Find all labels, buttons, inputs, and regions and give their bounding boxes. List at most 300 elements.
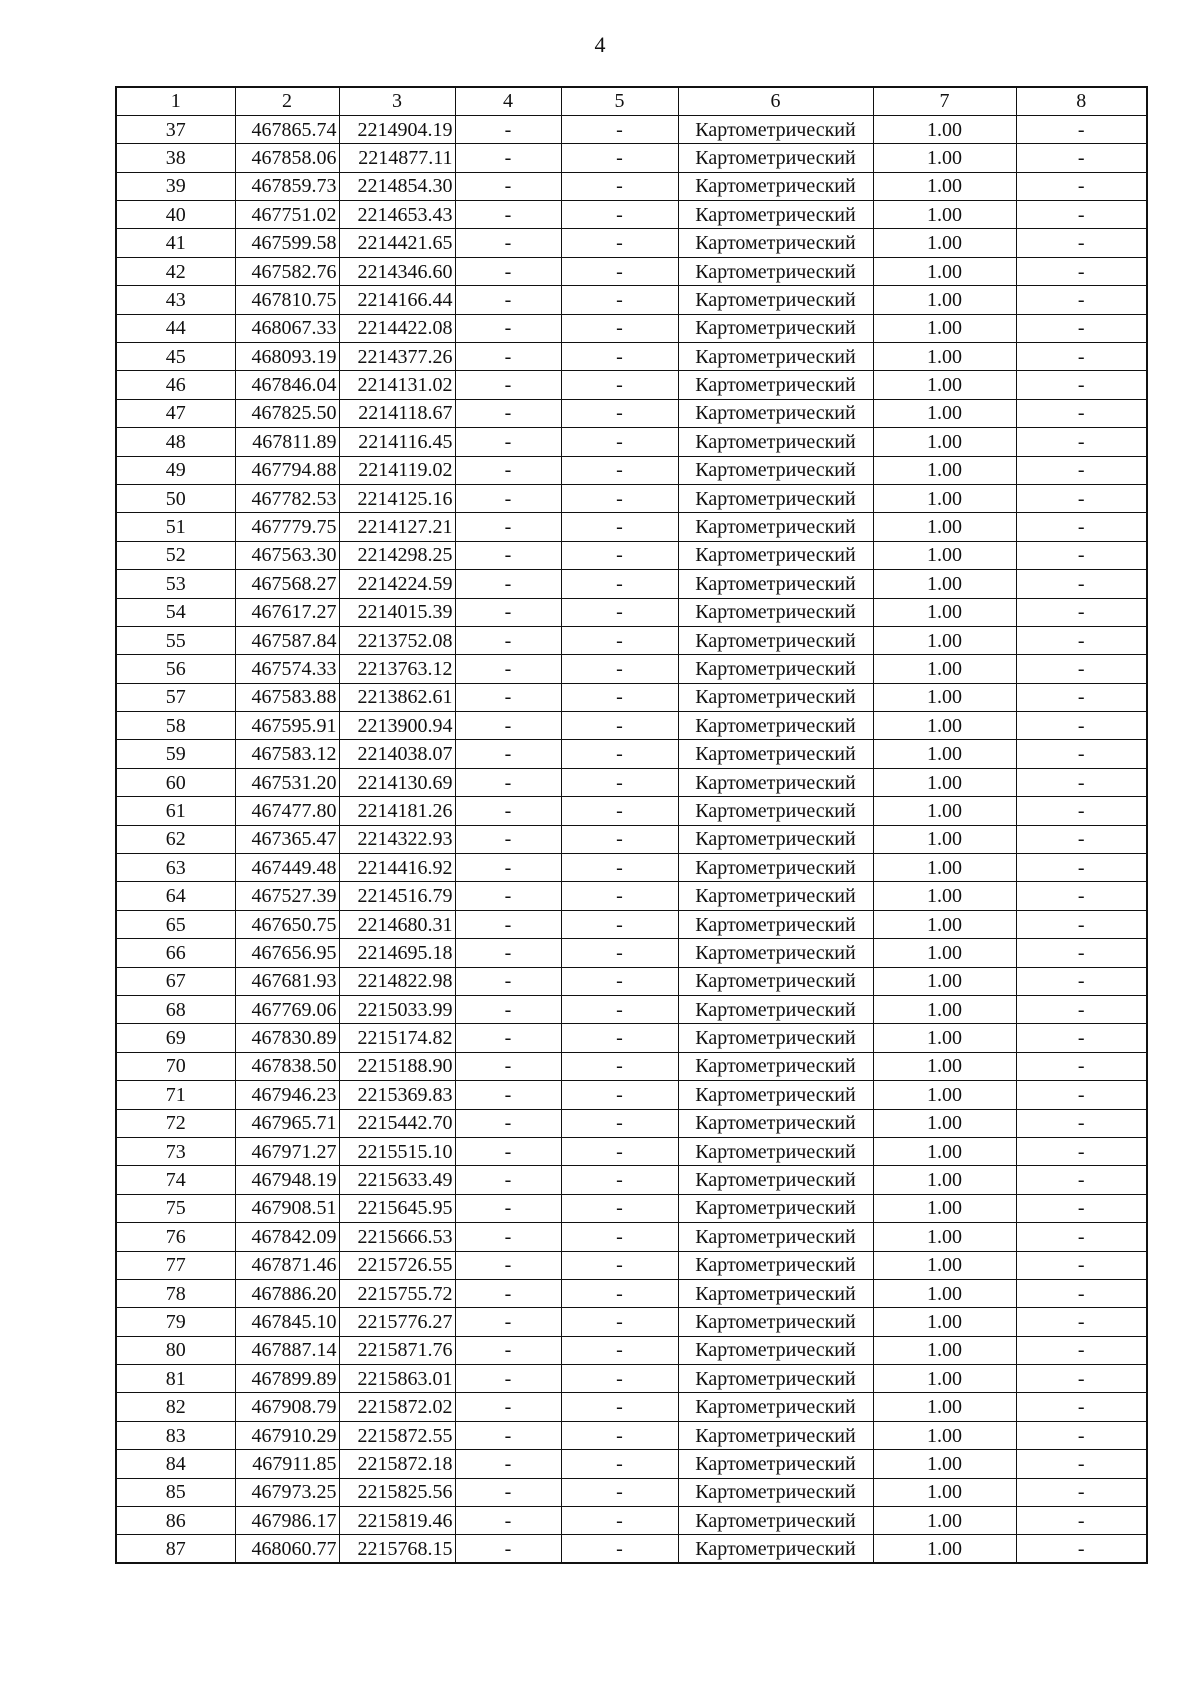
cell-method: Картометрический — [678, 428, 873, 456]
cell-method: Картометрический — [678, 797, 873, 825]
cell-accuracy: 1.00 — [873, 740, 1016, 768]
cell-point-number: 59 — [116, 740, 235, 768]
cell-accuracy: 1.00 — [873, 1081, 1016, 1109]
cell-y-coordinate: 2215188.90 — [339, 1052, 455, 1080]
cell-x-coordinate: 468093.19 — [235, 343, 339, 371]
cell-point-number: 44 — [116, 314, 235, 342]
cell-col-4: - — [455, 286, 561, 314]
cell-accuracy: 1.00 — [873, 286, 1016, 314]
cell-method: Картометрический — [678, 598, 873, 626]
cell-col-5: - — [561, 1450, 678, 1478]
cell-col-4: - — [455, 144, 561, 172]
cell-col-4: - — [455, 683, 561, 711]
coordinates-table — [115, 86, 1148, 1564]
cell-x-coordinate: 467910.29 — [235, 1421, 339, 1449]
cell-x-coordinate: 467886.20 — [235, 1279, 339, 1307]
cell-x-coordinate: 467838.50 — [235, 1052, 339, 1080]
cell-col-4: - — [455, 1251, 561, 1279]
cell-point-number: 71 — [116, 1081, 235, 1109]
cell-col-4: - — [455, 513, 561, 541]
cell-method: Картометрический — [678, 1308, 873, 1336]
cell-col-8: - — [1016, 1478, 1147, 1506]
cell-x-coordinate: 467859.73 — [235, 172, 339, 200]
cell-col-4: - — [455, 1535, 561, 1563]
column-header-col-4: 4 — [455, 87, 561, 115]
table-row — [116, 825, 1147, 853]
cell-method: Картометрический — [678, 1279, 873, 1307]
cell-x-coordinate: 467656.95 — [235, 939, 339, 967]
cell-col-5: - — [561, 683, 678, 711]
cell-accuracy: 1.00 — [873, 1251, 1016, 1279]
table-row — [116, 456, 1147, 484]
table-row — [116, 655, 1147, 683]
cell-point-number: 77 — [116, 1251, 235, 1279]
cell-accuracy: 1.00 — [873, 144, 1016, 172]
cell-col-4: - — [455, 655, 561, 683]
cell-x-coordinate: 467574.33 — [235, 655, 339, 683]
cell-y-coordinate: 2214653.43 — [339, 201, 455, 229]
cell-col-4: - — [455, 456, 561, 484]
cell-accuracy: 1.00 — [873, 1109, 1016, 1137]
cell-col-4: - — [455, 1166, 561, 1194]
cell-point-number: 87 — [116, 1535, 235, 1563]
cell-point-number: 37 — [116, 115, 235, 143]
cell-x-coordinate: 467887.14 — [235, 1336, 339, 1364]
cell-col-5: - — [561, 655, 678, 683]
cell-accuracy: 1.00 — [873, 967, 1016, 995]
cell-method: Картометрический — [678, 683, 873, 711]
cell-x-coordinate: 467973.25 — [235, 1478, 339, 1506]
cell-method: Картометрический — [678, 854, 873, 882]
cell-col-8: - — [1016, 626, 1147, 654]
cell-col-8: - — [1016, 1393, 1147, 1421]
cell-col-5: - — [561, 115, 678, 143]
cell-col-4: - — [455, 825, 561, 853]
cell-x-coordinate: 467617.27 — [235, 598, 339, 626]
cell-y-coordinate: 2214377.26 — [339, 343, 455, 371]
cell-y-coordinate: 2213900.94 — [339, 712, 455, 740]
cell-x-coordinate: 467595.91 — [235, 712, 339, 740]
cell-y-coordinate: 2214166.44 — [339, 286, 455, 314]
cell-accuracy: 1.00 — [873, 1450, 1016, 1478]
cell-col-5: - — [561, 257, 678, 285]
cell-x-coordinate: 467948.19 — [235, 1166, 339, 1194]
cell-method: Картометрический — [678, 1365, 873, 1393]
cell-col-5: - — [561, 1137, 678, 1165]
table-row — [116, 201, 1147, 229]
cell-col-4: - — [455, 1393, 561, 1421]
cell-col-4: - — [455, 1365, 561, 1393]
cell-col-8: - — [1016, 1365, 1147, 1393]
cell-col-8: - — [1016, 967, 1147, 995]
cell-x-coordinate: 467563.30 — [235, 541, 339, 569]
cell-y-coordinate: 2215871.76 — [339, 1336, 455, 1364]
table-row — [116, 939, 1147, 967]
cell-col-4: - — [455, 1308, 561, 1336]
cell-col-4: - — [455, 1450, 561, 1478]
cell-col-5: - — [561, 201, 678, 229]
table-row — [116, 286, 1147, 314]
table-row — [116, 882, 1147, 910]
cell-accuracy: 1.00 — [873, 1421, 1016, 1449]
cell-col-8: - — [1016, 513, 1147, 541]
cell-col-4: - — [455, 967, 561, 995]
table-row — [116, 570, 1147, 598]
table-row — [116, 1109, 1147, 1137]
cell-y-coordinate: 2213763.12 — [339, 655, 455, 683]
cell-method: Картометрический — [678, 399, 873, 427]
cell-accuracy: 1.00 — [873, 1308, 1016, 1336]
cell-y-coordinate: 2215666.53 — [339, 1223, 455, 1251]
cell-method: Картометрический — [678, 257, 873, 285]
cell-accuracy: 1.00 — [873, 1365, 1016, 1393]
cell-method: Картометрический — [678, 343, 873, 371]
cell-y-coordinate: 2214224.59 — [339, 570, 455, 598]
cell-y-coordinate: 2214680.31 — [339, 910, 455, 938]
cell-method: Картометрический — [678, 882, 873, 910]
cell-method: Картометрический — [678, 1336, 873, 1364]
cell-x-coordinate: 467531.20 — [235, 768, 339, 796]
cell-y-coordinate: 2213752.08 — [339, 626, 455, 654]
cell-col-5: - — [561, 1052, 678, 1080]
cell-col-8: - — [1016, 484, 1147, 512]
cell-x-coordinate: 467971.27 — [235, 1137, 339, 1165]
cell-col-5: - — [561, 144, 678, 172]
cell-col-5: - — [561, 484, 678, 512]
cell-col-8: - — [1016, 882, 1147, 910]
cell-point-number: 65 — [116, 910, 235, 938]
cell-method: Картометрический — [678, 1052, 873, 1080]
cell-col-4: - — [455, 797, 561, 825]
cell-y-coordinate: 2214116.45 — [339, 428, 455, 456]
cell-accuracy: 1.00 — [873, 683, 1016, 711]
cell-point-number: 69 — [116, 1024, 235, 1052]
cell-method: Картометрический — [678, 456, 873, 484]
cell-y-coordinate: 2213862.61 — [339, 683, 455, 711]
table-row — [116, 1024, 1147, 1052]
cell-y-coordinate: 2215033.99 — [339, 996, 455, 1024]
table-row — [116, 541, 1147, 569]
table-row — [116, 683, 1147, 711]
cell-col-8: - — [1016, 1450, 1147, 1478]
cell-y-coordinate: 2214516.79 — [339, 882, 455, 910]
cell-x-coordinate: 467871.46 — [235, 1251, 339, 1279]
cell-col-4: - — [455, 598, 561, 626]
cell-accuracy: 1.00 — [873, 456, 1016, 484]
cell-col-4: - — [455, 768, 561, 796]
cell-y-coordinate: 2215755.72 — [339, 1279, 455, 1307]
cell-y-coordinate: 2214877.11 — [339, 144, 455, 172]
table-row — [116, 1365, 1147, 1393]
table-row — [116, 371, 1147, 399]
cell-y-coordinate: 2215633.49 — [339, 1166, 455, 1194]
cell-x-coordinate: 467779.75 — [235, 513, 339, 541]
cell-accuracy: 1.00 — [873, 570, 1016, 598]
cell-y-coordinate: 2214127.21 — [339, 513, 455, 541]
cell-y-coordinate: 2215174.82 — [339, 1024, 455, 1052]
cell-y-coordinate: 2215645.95 — [339, 1194, 455, 1222]
cell-col-5: - — [561, 456, 678, 484]
cell-col-8: - — [1016, 598, 1147, 626]
cell-col-5: - — [561, 1478, 678, 1506]
cell-col-5: - — [561, 1194, 678, 1222]
cell-point-number: 66 — [116, 939, 235, 967]
cell-accuracy: 1.00 — [873, 172, 1016, 200]
cell-col-4: - — [455, 939, 561, 967]
cell-col-4: - — [455, 1507, 561, 1535]
cell-method: Картометрический — [678, 371, 873, 399]
cell-col-8: - — [1016, 1421, 1147, 1449]
cell-col-5: - — [561, 939, 678, 967]
cell-accuracy: 1.00 — [873, 768, 1016, 796]
cell-method: Картометрический — [678, 1450, 873, 1478]
cell-point-number: 61 — [116, 797, 235, 825]
cell-accuracy: 1.00 — [873, 1393, 1016, 1421]
table-row — [116, 768, 1147, 796]
cell-col-8: - — [1016, 570, 1147, 598]
table-row — [116, 484, 1147, 512]
table-row — [116, 314, 1147, 342]
cell-col-5: - — [561, 598, 678, 626]
cell-y-coordinate: 2214695.18 — [339, 939, 455, 967]
cell-col-8: - — [1016, 1507, 1147, 1535]
cell-col-4: - — [455, 343, 561, 371]
cell-method: Картометрический — [678, 712, 873, 740]
column-header-accuracy: 7 — [873, 87, 1016, 115]
cell-accuracy: 1.00 — [873, 1279, 1016, 1307]
table-row — [116, 1308, 1147, 1336]
cell-point-number: 52 — [116, 541, 235, 569]
cell-x-coordinate: 467587.84 — [235, 626, 339, 654]
cell-x-coordinate: 467477.80 — [235, 797, 339, 825]
cell-col-5: - — [561, 1507, 678, 1535]
cell-x-coordinate: 467908.79 — [235, 1393, 339, 1421]
cell-col-8: - — [1016, 343, 1147, 371]
cell-method: Картометрический — [678, 1535, 873, 1563]
cell-col-4: - — [455, 1024, 561, 1052]
cell-col-5: - — [561, 882, 678, 910]
cell-accuracy: 1.00 — [873, 882, 1016, 910]
cell-accuracy: 1.00 — [873, 1137, 1016, 1165]
table-row — [116, 1450, 1147, 1478]
cell-y-coordinate: 2215442.70 — [339, 1109, 455, 1137]
table-row — [116, 172, 1147, 200]
cell-col-8: - — [1016, 456, 1147, 484]
cell-method: Картометрический — [678, 513, 873, 541]
cell-col-8: - — [1016, 1308, 1147, 1336]
table-row — [116, 1336, 1147, 1364]
cell-x-coordinate: 467858.06 — [235, 144, 339, 172]
cell-point-number: 40 — [116, 201, 235, 229]
cell-accuracy: 1.00 — [873, 1507, 1016, 1535]
cell-accuracy: 1.00 — [873, 655, 1016, 683]
cell-point-number: 82 — [116, 1393, 235, 1421]
cell-col-8: - — [1016, 1137, 1147, 1165]
cell-method: Картометрический — [678, 825, 873, 853]
cell-col-5: - — [561, 1109, 678, 1137]
page-number: 4 — [594, 32, 606, 57]
cell-x-coordinate: 468067.33 — [235, 314, 339, 342]
cell-y-coordinate: 2215863.01 — [339, 1365, 455, 1393]
cell-col-4: - — [455, 399, 561, 427]
cell-x-coordinate: 467583.12 — [235, 740, 339, 768]
cell-col-4: - — [455, 371, 561, 399]
cell-col-8: - — [1016, 144, 1147, 172]
cell-col-4: - — [455, 626, 561, 654]
cell-point-number: 63 — [116, 854, 235, 882]
cell-method: Картометрический — [678, 314, 873, 342]
cell-col-4: - — [455, 115, 561, 143]
cell-col-5: - — [561, 399, 678, 427]
table-row — [116, 1421, 1147, 1449]
cell-accuracy: 1.00 — [873, 541, 1016, 569]
cell-col-4: - — [455, 201, 561, 229]
cell-point-number: 54 — [116, 598, 235, 626]
cell-x-coordinate: 467946.23 — [235, 1081, 339, 1109]
table-row — [116, 1137, 1147, 1165]
header-row — [116, 87, 1147, 115]
cell-col-8: - — [1016, 201, 1147, 229]
cell-col-8: - — [1016, 683, 1147, 711]
cell-method: Картометрический — [678, 967, 873, 995]
cell-x-coordinate: 467599.58 — [235, 229, 339, 257]
table-row — [116, 910, 1147, 938]
cell-y-coordinate: 2214854.30 — [339, 172, 455, 200]
cell-x-coordinate: 467825.50 — [235, 399, 339, 427]
cell-accuracy: 1.00 — [873, 1336, 1016, 1364]
cell-point-number: 46 — [116, 371, 235, 399]
cell-x-coordinate: 467845.10 — [235, 1308, 339, 1336]
cell-col-4: - — [455, 1052, 561, 1080]
cell-method: Картометрический — [678, 655, 873, 683]
cell-point-number: 50 — [116, 484, 235, 512]
cell-col-5: - — [561, 371, 678, 399]
cell-point-number: 49 — [116, 456, 235, 484]
cell-accuracy: 1.00 — [873, 1535, 1016, 1563]
cell-col-5: - — [561, 768, 678, 796]
cell-col-8: - — [1016, 825, 1147, 853]
cell-point-number: 75 — [116, 1194, 235, 1222]
cell-col-8: - — [1016, 1024, 1147, 1052]
cell-y-coordinate: 2215825.56 — [339, 1478, 455, 1506]
cell-method: Картометрический — [678, 144, 873, 172]
cell-x-coordinate: 467846.04 — [235, 371, 339, 399]
cell-y-coordinate: 2214416.92 — [339, 854, 455, 882]
cell-col-5: - — [561, 172, 678, 200]
cell-col-4: - — [455, 1137, 561, 1165]
cell-y-coordinate: 2215369.83 — [339, 1081, 455, 1109]
table-row — [116, 144, 1147, 172]
cell-col-8: - — [1016, 1081, 1147, 1109]
cell-col-5: - — [561, 1024, 678, 1052]
cell-x-coordinate: 467811.89 — [235, 428, 339, 456]
cell-method: Картометрический — [678, 229, 873, 257]
cell-point-number: 57 — [116, 683, 235, 711]
cell-col-5: - — [561, 428, 678, 456]
cell-y-coordinate: 2215872.02 — [339, 1393, 455, 1421]
cell-x-coordinate: 468060.77 — [235, 1535, 339, 1563]
cell-point-number: 78 — [116, 1279, 235, 1307]
cell-method: Картометрический — [678, 1137, 873, 1165]
cell-method: Картометрический — [678, 1478, 873, 1506]
cell-col-8: - — [1016, 1279, 1147, 1307]
cell-x-coordinate: 467582.76 — [235, 257, 339, 285]
cell-x-coordinate: 467650.75 — [235, 910, 339, 938]
cell-col-8: - — [1016, 1251, 1147, 1279]
cell-x-coordinate: 467449.48 — [235, 854, 339, 882]
cell-col-8: - — [1016, 1223, 1147, 1251]
cell-col-8: - — [1016, 740, 1147, 768]
cell-method: Картометрический — [678, 1507, 873, 1535]
cell-col-5: - — [561, 825, 678, 853]
cell-col-4: - — [455, 910, 561, 938]
cell-x-coordinate: 467527.39 — [235, 882, 339, 910]
cell-col-8: - — [1016, 229, 1147, 257]
column-header-x-coordinate: 2 — [235, 87, 339, 115]
table-row — [116, 343, 1147, 371]
cell-accuracy: 1.00 — [873, 712, 1016, 740]
cell-x-coordinate: 467769.06 — [235, 996, 339, 1024]
cell-method: Картометрический — [678, 939, 873, 967]
cell-y-coordinate: 2214119.02 — [339, 456, 455, 484]
cell-accuracy: 1.00 — [873, 314, 1016, 342]
cell-y-coordinate: 2215768.15 — [339, 1535, 455, 1563]
table-row — [116, 1279, 1147, 1307]
cell-point-number: 76 — [116, 1223, 235, 1251]
cell-point-number: 45 — [116, 343, 235, 371]
cell-method: Картометрический — [678, 1081, 873, 1109]
cell-point-number: 68 — [116, 996, 235, 1024]
cell-col-5: - — [561, 967, 678, 995]
cell-col-8: - — [1016, 1535, 1147, 1563]
cell-col-5: - — [561, 1535, 678, 1563]
cell-point-number: 38 — [116, 144, 235, 172]
cell-col-8: - — [1016, 854, 1147, 882]
cell-accuracy: 1.00 — [873, 1223, 1016, 1251]
table-row — [116, 1223, 1147, 1251]
cell-y-coordinate: 2215726.55 — [339, 1251, 455, 1279]
cell-y-coordinate: 2214322.93 — [339, 825, 455, 853]
cell-col-5: - — [561, 229, 678, 257]
cell-col-8: - — [1016, 655, 1147, 683]
cell-y-coordinate: 2214181.26 — [339, 797, 455, 825]
cell-col-4: - — [455, 484, 561, 512]
cell-point-number: 64 — [116, 882, 235, 910]
cell-point-number: 58 — [116, 712, 235, 740]
cell-point-number: 62 — [116, 825, 235, 853]
cell-col-5: - — [561, 626, 678, 654]
cell-x-coordinate: 467911.85 — [235, 1450, 339, 1478]
cell-method: Картометрический — [678, 1194, 873, 1222]
cell-col-8: - — [1016, 371, 1147, 399]
table-row — [116, 598, 1147, 626]
cell-col-5: - — [561, 1251, 678, 1279]
cell-col-5: - — [561, 1081, 678, 1109]
cell-col-5: - — [561, 712, 678, 740]
cell-method: Картометрический — [678, 286, 873, 314]
cell-col-5: - — [561, 1279, 678, 1307]
table-row — [116, 1081, 1147, 1109]
cell-col-4: - — [455, 257, 561, 285]
table-row — [116, 712, 1147, 740]
table-row — [116, 257, 1147, 285]
cell-col-8: - — [1016, 939, 1147, 967]
cell-col-4: - — [455, 1109, 561, 1137]
cell-point-number: 43 — [116, 286, 235, 314]
cell-col-8: - — [1016, 1194, 1147, 1222]
cell-col-5: - — [561, 1421, 678, 1449]
cell-y-coordinate: 2214346.60 — [339, 257, 455, 285]
